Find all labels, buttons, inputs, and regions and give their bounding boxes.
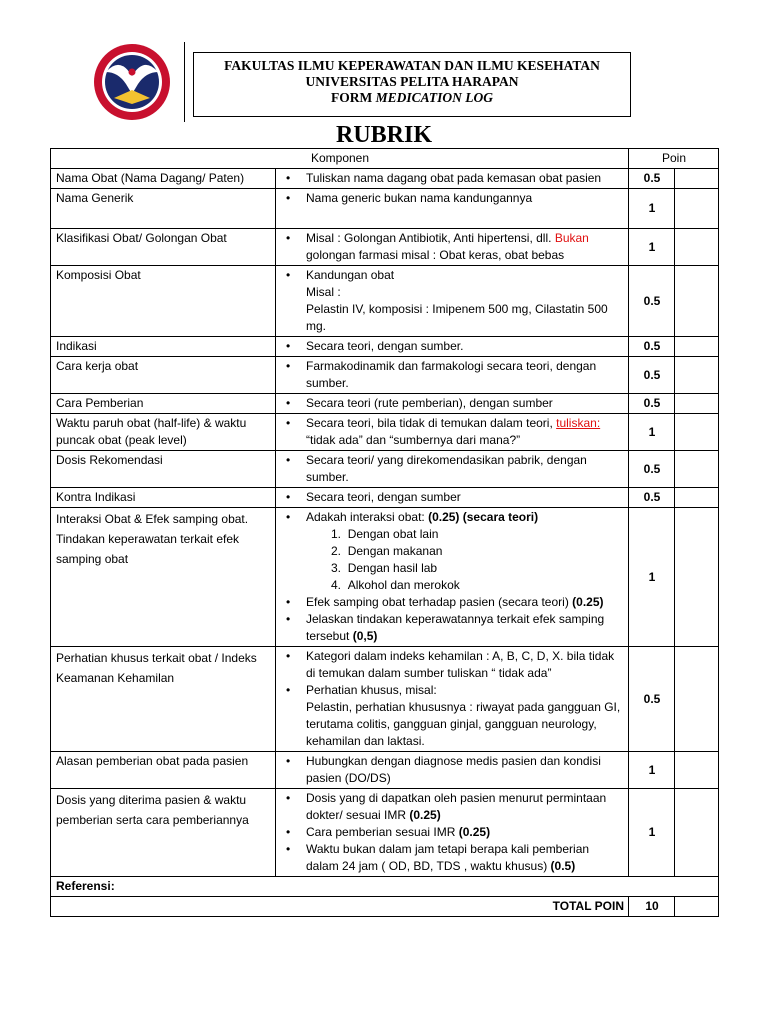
- table-row: [51, 229, 719, 266]
- row-criteria: [276, 189, 629, 229]
- rubric-table: [50, 148, 719, 917]
- row-score-cell: [675, 451, 719, 488]
- form-name: FORM MEDICATION LOG: [330, 90, 494, 105]
- row-score-cell: [675, 752, 719, 789]
- university-name: UNIVERSITAS PELITA HARAPAN: [305, 74, 519, 89]
- row-score-cell: [675, 357, 719, 394]
- numbered-item: 2. Dengan makanan: [331, 544, 443, 558]
- row-points: 0.5: [629, 451, 675, 488]
- row-points: 1: [629, 752, 675, 789]
- row-component: Cara kerja obat: [51, 357, 276, 394]
- row-criteria: [276, 488, 629, 508]
- row-score-cell: [675, 508, 719, 647]
- table-row: [51, 451, 719, 488]
- row-component: Klasifikasi Obat/ Golongan Obat: [51, 229, 276, 266]
- row-component: Dosis Rekomendasi: [51, 451, 276, 488]
- row-criteria: [276, 414, 629, 451]
- table-row: [51, 394, 719, 414]
- criteria-item: • Adakah interaksi obat: (0.25) (secara teori) 1. Dengan obat lain 2. Dengan makanan 3. Dengan hasil lab 4. Alkohol dan merokok: [281, 509, 624, 594]
- row-score-cell: [675, 169, 719, 189]
- numbered-item: 3. Dengan hasil lab: [331, 561, 438, 575]
- criteria-item: • Kategori dalam indeks kehamilan : A, B, C, D, X. bila tidak di temukan dalam sumber tuliskan “ tidak ada”: [281, 648, 624, 682]
- row-score-cell: [675, 414, 719, 451]
- row-points: 1: [629, 189, 675, 229]
- total-row: [51, 897, 719, 917]
- numbered-item: 1. Dengan obat lain: [331, 527, 439, 541]
- row-component: Indikasi: [51, 337, 276, 357]
- row-score-cell: [675, 647, 719, 752]
- row-component: Perhatian khusus terkait obat / Indeks Keamanan Kehamilan: [51, 647, 276, 752]
- row-points: 1: [629, 789, 675, 877]
- row-criteria: [276, 752, 629, 789]
- referensi-row: [51, 877, 719, 897]
- row-score-cell: [675, 266, 719, 337]
- row-component: Alasan pemberian obat pada pasien: [51, 752, 276, 789]
- row-criteria: [276, 508, 629, 647]
- criteria-item: • Kandungan obat Misal : Pelastin IV, komposisi : Imipenem 500 mg, Cilastatin 500 mg.: [281, 267, 624, 335]
- row-points: 1: [629, 414, 675, 451]
- row-score-cell: [675, 189, 719, 229]
- table-row: [51, 169, 719, 189]
- table-row: [51, 488, 719, 508]
- row-criteria: [276, 229, 629, 266]
- row-score-cell: [675, 789, 719, 877]
- total-value: 10: [629, 897, 675, 917]
- criteria-item: • Perhatian khusus, misal: Pelastin, perhatian khususnya : riwayat pada gangguan GI, terutama colitis, gangguan ginjal, gangguan neurology, kehamilan dan laktasi.: [281, 682, 624, 750]
- row-points: 1: [629, 508, 675, 647]
- header-komponen: Komponen: [51, 149, 629, 169]
- row-criteria: [276, 266, 629, 337]
- row-criteria: [276, 169, 629, 189]
- university-logo: [92, 42, 172, 122]
- criteria-item: • Secara teori (rute pemberian), dengan sumber: [281, 395, 624, 412]
- table-row: [51, 414, 719, 451]
- table-row: [51, 337, 719, 357]
- table-row: [51, 647, 719, 752]
- row-component: Dosis yang diterima pasien & waktu pemberian serta cara pemberiannya: [51, 789, 276, 877]
- table-row: [51, 508, 719, 647]
- faculty-name: FAKULTAS ILMU KEPERAWATAN DAN ILMU KESEHATAN: [224, 58, 600, 73]
- row-component: Nama Generik: [51, 189, 276, 229]
- criteria-item: • Secara teori/ yang direkomendasikan pabrik, dengan sumber.: [281, 452, 624, 486]
- row-points: 0.5: [629, 337, 675, 357]
- row-score-cell: [675, 229, 719, 266]
- row-points: 0.5: [629, 169, 675, 189]
- header-box: [193, 52, 631, 117]
- referensi-label: Referensi:: [51, 877, 719, 897]
- row-criteria: [276, 357, 629, 394]
- numbered-list: [306, 526, 624, 594]
- row-points: 0.5: [629, 266, 675, 337]
- row-points: 0.5: [629, 647, 675, 752]
- table-row: [51, 189, 719, 229]
- row-points: 0.5: [629, 394, 675, 414]
- row-score-cell: [675, 488, 719, 508]
- row-component: Komposisi Obat: [51, 266, 276, 337]
- row-component: Cara Pemberian: [51, 394, 276, 414]
- numbered-item: 4. Alkohol dan merokok: [331, 578, 460, 592]
- row-points: 0.5: [629, 357, 675, 394]
- row-criteria: [276, 647, 629, 752]
- row-score-cell: [675, 337, 719, 357]
- row-criteria: [276, 451, 629, 488]
- table-row: [51, 752, 719, 789]
- row-points: 1: [629, 229, 675, 266]
- row-score-cell: [675, 394, 719, 414]
- criteria-item: • Misal : Golongan Antibiotik, Anti hipertensi, dll. Bukan golongan farmasi misal : Obat keras, obat bebas: [281, 230, 624, 264]
- table-row: [51, 357, 719, 394]
- total-label: TOTAL POIN: [51, 897, 629, 917]
- header-divider: [184, 42, 185, 122]
- criteria-item: • Nama generic bukan nama kandungannya: [281, 190, 624, 207]
- row-criteria: [276, 789, 629, 877]
- row-criteria: [276, 337, 629, 357]
- row-criteria: [276, 394, 629, 414]
- header-poin: Poin: [629, 149, 719, 169]
- row-component: Nama Obat (Nama Dagang/ Paten): [51, 169, 276, 189]
- total-score-cell: [675, 897, 719, 917]
- criteria-item: • Hubungkan dengan diagnose medis pasien dan kondisi pasien (DO/DS): [281, 753, 624, 787]
- criteria-item: • Dosis yang di dapatkan oleh pasien menurut permintaan dokter/ sesuai IMR (0.25): [281, 790, 624, 824]
- criteria-item: • Waktu bukan dalam jam tetapi berapa kali pemberian dalam 24 jam ( OD, BD, TDS , waktu khusus) (0.5): [281, 841, 624, 875]
- criteria-item: • Cara pemberian sesuai IMR (0.25): [281, 824, 624, 841]
- table-row: [51, 266, 719, 337]
- table-row: [51, 789, 719, 877]
- page-title: RUBRIK: [335, 122, 432, 148]
- criteria-item: • Secara teori, bila tidak di temukan dalam teori, tuliskan: “tidak ada” dan “sumbernya dari mana?”: [281, 415, 624, 449]
- row-component: Waktu paruh obat (half-life) & waktu puncak obat (peak level): [51, 414, 276, 451]
- criteria-item: • Tuliskan nama dagang obat pada kemasan obat pasien: [281, 170, 624, 187]
- criteria-item: • Farmakodinamik dan farmakologi secara teori, dengan sumber.: [281, 358, 624, 392]
- criteria-item: • Efek samping obat terhadap pasien (secara teori) (0.25): [281, 594, 624, 611]
- row-points: 0.5: [629, 488, 675, 508]
- criteria-item: • Secara teori, dengan sumber.: [281, 338, 624, 355]
- table-header-row: [51, 149, 719, 169]
- criteria-item: • Jelaskan tindakan keperawatannya terkait efek samping tersebut (0,5): [281, 611, 624, 645]
- row-component: Kontra Indikasi: [51, 488, 276, 508]
- criteria-item: • Secara teori, dengan sumber: [281, 489, 624, 506]
- row-component: Interaksi Obat & Efek samping obat. Tindakan keperawatan terkait efek samping obat: [51, 508, 276, 647]
